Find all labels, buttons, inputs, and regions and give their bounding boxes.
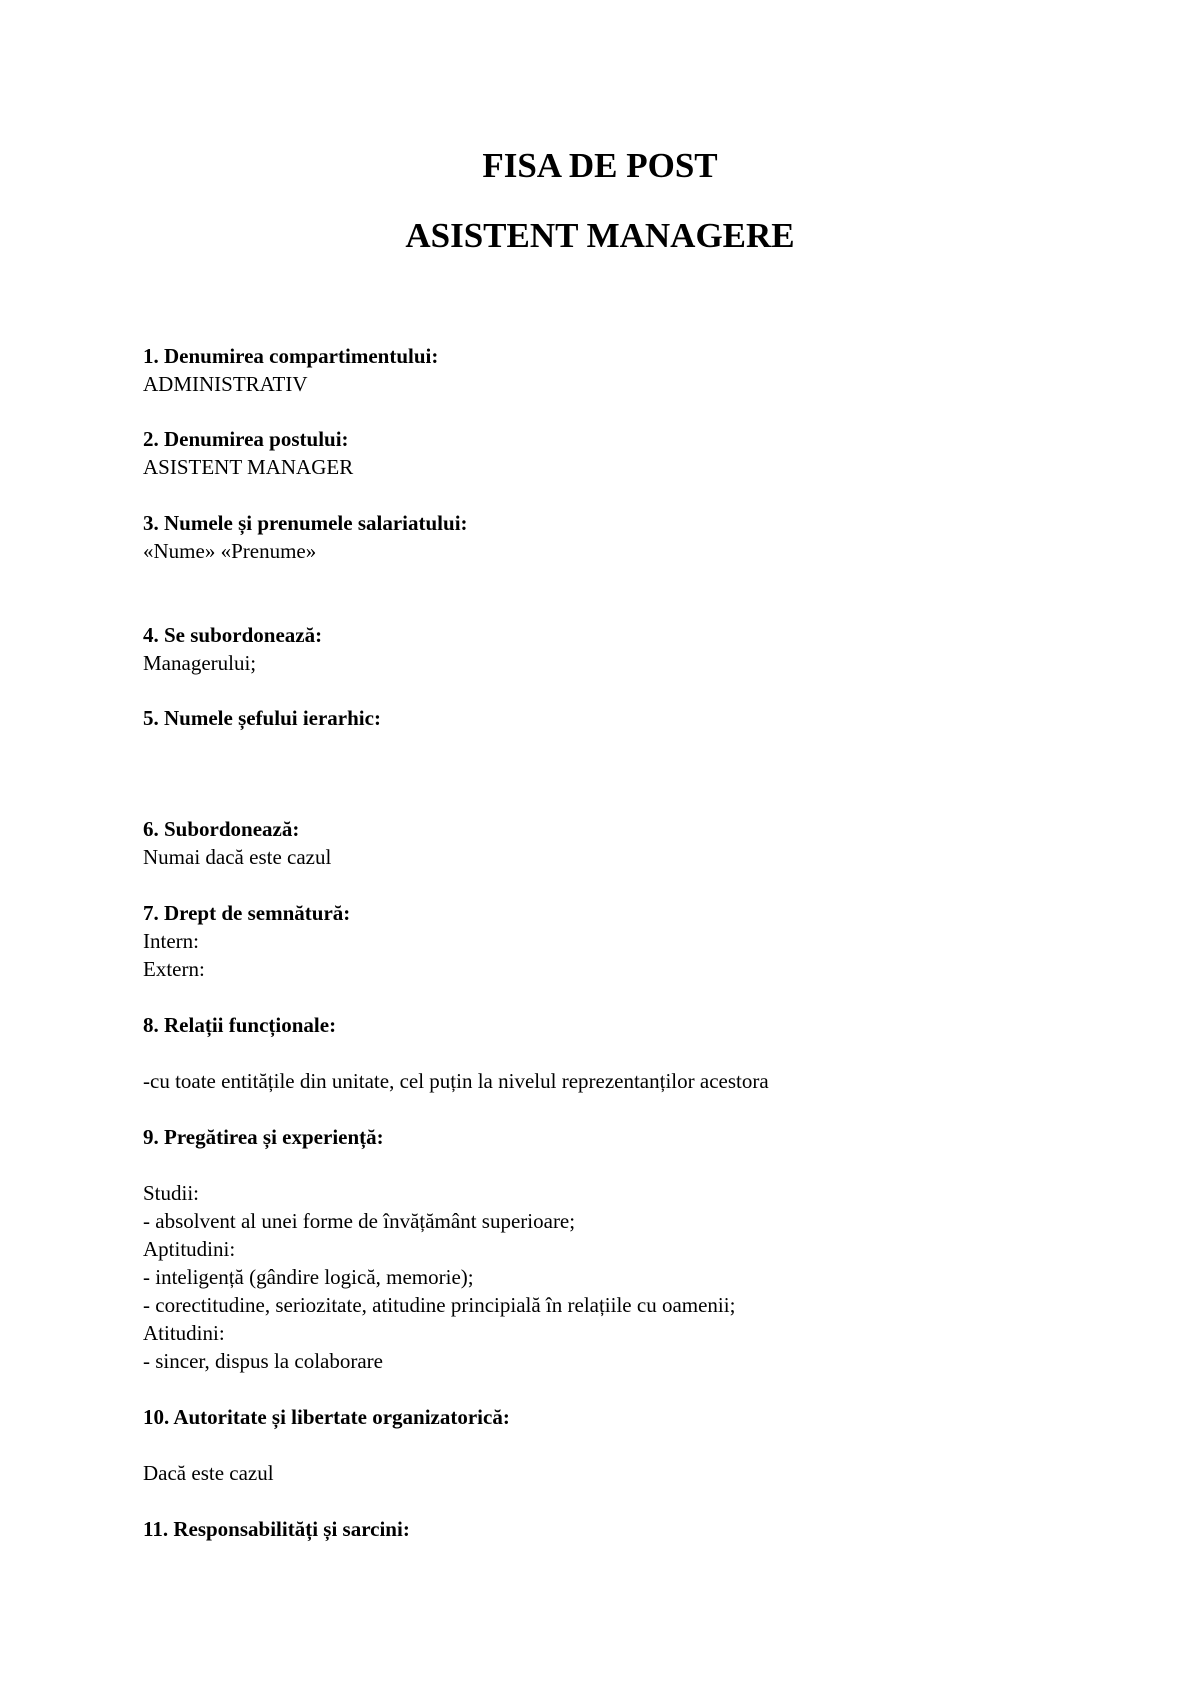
section-text: Atitudini: [143, 1321, 225, 1345]
document-title: FISA DE POST [482, 146, 718, 185]
section-heading: 9. Pregătirea și experiență: [143, 1125, 384, 1149]
section-text: Studii: [143, 1181, 200, 1205]
section-text: ADMINISTRATIV [143, 372, 308, 396]
section-text: - inteligență (gândire logică, memorie); [143, 1265, 474, 1289]
section-text: Managerului; [143, 651, 257, 675]
section-text: Intern: [143, 929, 199, 953]
section-heading: 3. Numele și prenumele salariatului: [143, 511, 468, 535]
section-heading: 6. Subordonează: [143, 817, 300, 841]
section-heading: 10. Autoritate și libertate organizatorică: [143, 1405, 510, 1429]
section-heading: 11. Responsabilități și sarcini: [143, 1517, 410, 1541]
section-text: Aptitudini: [143, 1237, 236, 1261]
document-subtitle: ASISTENT MANAGERE [405, 216, 795, 255]
section-heading: 4. Se subordonează: [143, 623, 323, 647]
section-heading: 1. Denumirea compartimentului: [143, 344, 439, 368]
section-heading: 5. Numele șefului ierarhic: [143, 706, 381, 730]
section-heading: 7. Drept de semnătură: [143, 901, 351, 925]
section-text: ASISTENT MANAGER [143, 455, 354, 479]
section-text: - sincer, dispus la colaborare [143, 1349, 383, 1373]
section-text: - corectitudine, seriozitate, atitudine principială în relațiile cu oamenii; [143, 1293, 736, 1317]
section-text: -cu toate entitățile din unitate, cel puțin la nivelul reprezentanților acestora [143, 1069, 769, 1093]
section-text: - absolvent al unei forme de învățământ superioare; [143, 1209, 576, 1233]
section-heading: 8. Relații funcționale: [143, 1013, 337, 1037]
section-heading: 2. Denumirea postului: [143, 427, 349, 451]
section-text: Numai dacă este cazul [143, 845, 332, 869]
section-text: Extern: [143, 957, 205, 981]
section-text: Dacă este cazul [143, 1461, 274, 1485]
section-text: «Nume» «Prenume» [143, 539, 317, 563]
